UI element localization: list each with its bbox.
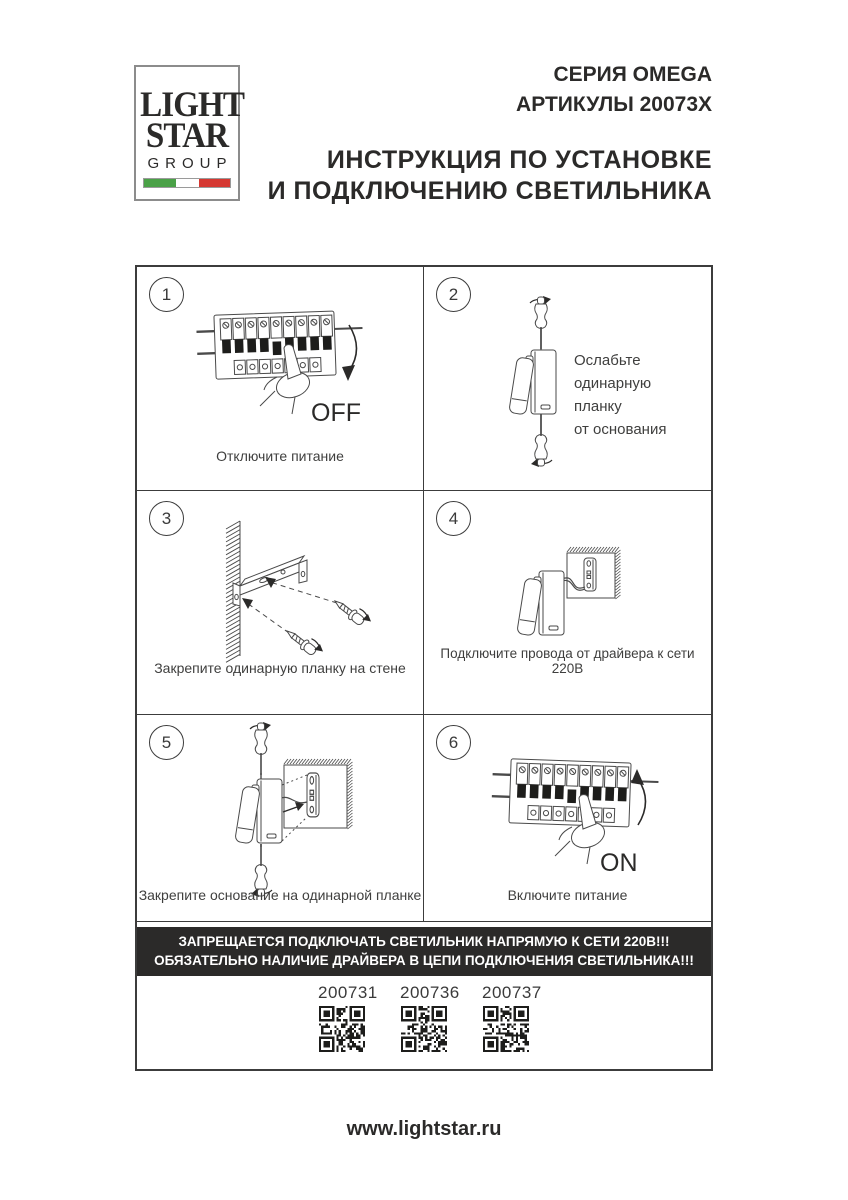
- step-panel-3: [137, 491, 424, 714]
- logo-word-light: LIGHT: [140, 84, 245, 124]
- step-caption-2: Ослабьте одинарную планку от основания: [574, 352, 667, 438]
- step-caption-1: Отключите питание: [216, 448, 344, 464]
- step-number-6: 6: [436, 725, 471, 760]
- article-code: 200737: [482, 983, 542, 1002]
- step-panel-4: [424, 491, 711, 714]
- step-number-3: 3: [149, 501, 184, 536]
- step-caption-5: Закрепите основание на одинарной планке: [138, 887, 422, 903]
- warning-line-1: ЗАПРЕЩАЕТСЯ ПОДКЛЮЧАТЬ СВЕТИЛЬНИК НАПРЯМУЮ К СЕТИ 220В!!!: [178, 934, 670, 949]
- website-link: www.lightstar.ru: [346, 1118, 502, 1140]
- warning-banner: [137, 927, 711, 976]
- article-item: [400, 983, 460, 1069]
- on-label: ON: [600, 849, 638, 877]
- qr-code: [319, 1006, 365, 1052]
- document-header: [268, 60, 712, 207]
- instruction-grid: [135, 265, 713, 1071]
- flag-green: [144, 179, 176, 187]
- step-panel-6: [424, 715, 711, 921]
- step-number-4: 4: [436, 501, 471, 536]
- flag-red: [199, 179, 230, 187]
- logo-word-group: GROUP: [147, 155, 233, 172]
- italian-flag-icon: [143, 178, 231, 188]
- flag-white: [176, 179, 199, 187]
- step-caption-6: Включите питание: [507, 887, 628, 903]
- article-code: 200731: [318, 983, 378, 1002]
- articles-title: АРТИКУЛЫ 20073Х: [516, 93, 712, 116]
- step-caption-4: Подключите провода от драйвера к сети 220В: [440, 646, 695, 676]
- step-panel-2: [424, 267, 711, 490]
- article-qr-section: [137, 976, 711, 1069]
- step-panel-1: [137, 267, 424, 490]
- series-title: СЕРИЯ OMEGA: [553, 63, 712, 86]
- article-item: [482, 983, 542, 1069]
- qr-code: [483, 1006, 529, 1052]
- step-number-1: 1: [149, 277, 184, 312]
- logo-word-star: STAR: [145, 115, 229, 155]
- article-code: 200736: [400, 983, 460, 1002]
- page-title: [268, 145, 712, 207]
- off-label: OFF: [311, 399, 361, 427]
- step-caption-3: Закрепите одинарную планку на стене: [154, 660, 406, 676]
- step-number-5: 5: [149, 725, 184, 760]
- title-line-1: ИНСТРУКЦИЯ ПО УСТАНОВКЕ: [326, 146, 712, 174]
- title-line-2: И ПОДКЛЮЧЕНИЮ СВЕТИЛЬНИКА: [267, 177, 712, 205]
- lightstar-logo: [134, 65, 245, 201]
- qr-code: [401, 1006, 447, 1052]
- step-number-2: 2: [436, 277, 471, 312]
- warning-line-2: ОБЯЗАТЕЛЬНО НАЛИЧИЕ ДРАЙВЕРА В ЦЕПИ ПОДКЛЮЧЕНИЯ СВЕТИЛЬНИКА!!!: [154, 953, 694, 968]
- article-item: [318, 983, 378, 1069]
- step-panel-5: [137, 715, 424, 921]
